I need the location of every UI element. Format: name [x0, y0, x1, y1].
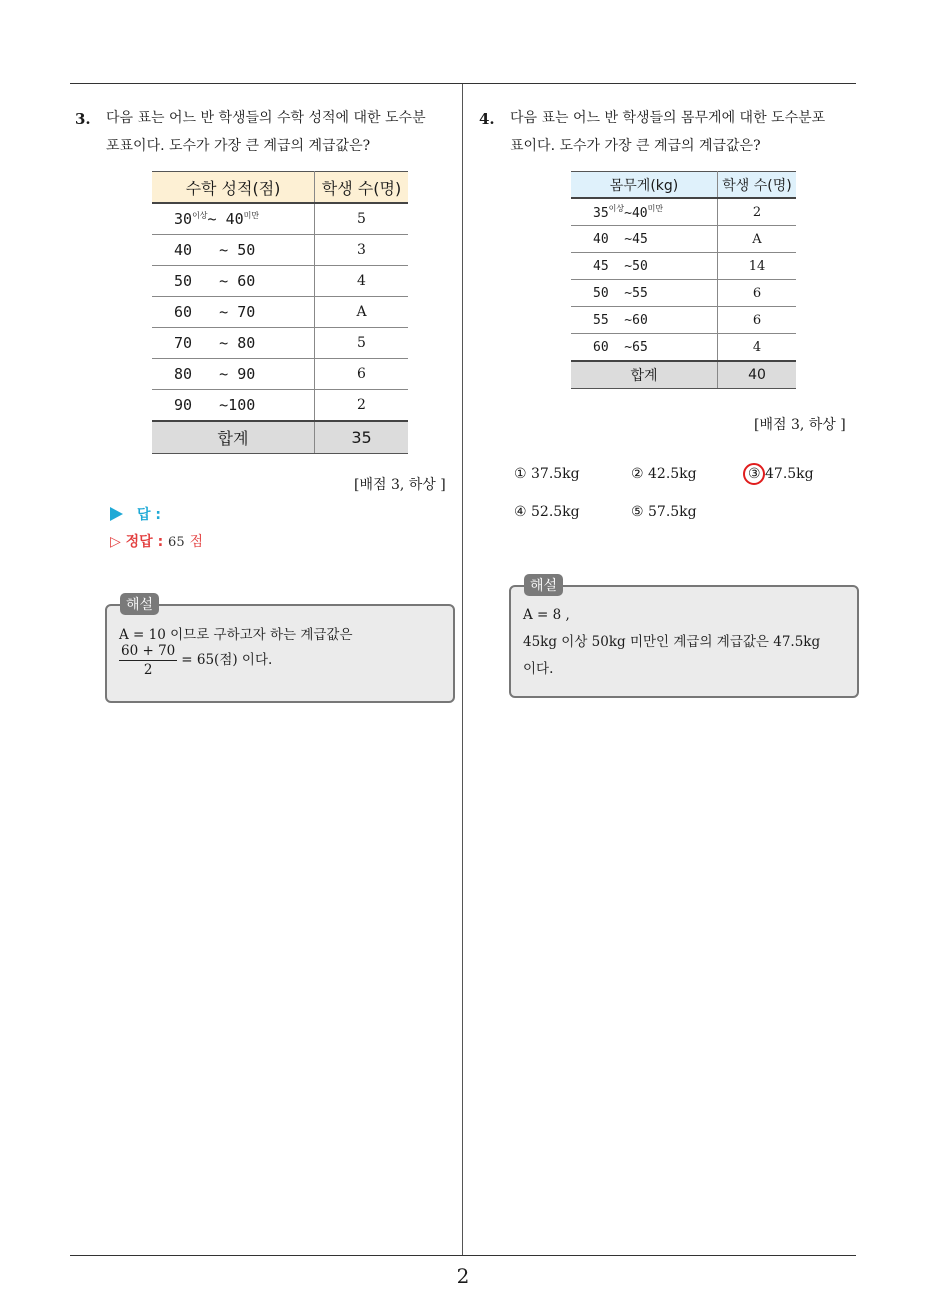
q3-header-score: 수학 성적(점): [152, 172, 315, 204]
q4-count-1: A: [718, 226, 797, 253]
table-row: [571, 334, 796, 362]
table-row: [152, 328, 408, 359]
q3-range-6: 90 ~100: [152, 390, 315, 422]
q4-count-0: 2: [718, 198, 797, 226]
q3-answer-line: [110, 504, 161, 524]
q3-count-4: 5: [315, 328, 409, 359]
q4-text: [510, 104, 860, 160]
q4-range-2: 45 ~50: [571, 253, 718, 280]
page-number: 2: [456, 1264, 470, 1288]
q4-explanation-text: [523, 602, 851, 683]
q3-number: 3.: [75, 110, 91, 128]
q3-explanation-line1: A = 10 이므로 구하고자 하는 계급값은: [119, 627, 353, 643]
q4-text-line2: 표이다. 도수가 가장 큰 계급의 계급값은?: [510, 138, 761, 154]
table-row: [571, 253, 796, 280]
table-row: [571, 280, 796, 307]
q3-total-row: [152, 421, 408, 454]
top-rule: [70, 83, 856, 84]
q3-range-1: 40 ~ 50: [152, 235, 315, 266]
table-row: [152, 359, 408, 390]
q4-table-header: [571, 172, 796, 199]
table-row: [571, 198, 796, 226]
q3-explanation-calc: [119, 642, 444, 679]
table-row: [152, 235, 408, 266]
q4-option-3[interactable]: ③ 47.5kg: [748, 466, 814, 482]
q3-text-line2: 포표이다. 도수가 가장 큰 계급의 계급값은?: [106, 138, 371, 154]
q3-count-5: 6: [315, 359, 409, 390]
q3-correct-label: ▷ 정답 :: [110, 534, 164, 550]
q4-option-2[interactable]: ② 42.5kg: [631, 466, 697, 482]
q4-explanation-line3: 이다.: [523, 661, 554, 677]
q4-range-1: 40 ~45: [571, 226, 718, 253]
q3-fraction-numerator: 60 + 70: [121, 643, 176, 659]
q4-header-count: 학생 수(명): [718, 172, 797, 199]
q3-count-1: 3: [315, 235, 409, 266]
q3-total-label: 합계: [152, 421, 315, 454]
table-row: [152, 297, 408, 328]
table-row: [571, 307, 796, 334]
q3-total-value: 35: [315, 421, 409, 454]
q3-count-3: A: [315, 297, 409, 328]
q3-fraction: [119, 642, 177, 679]
q4-header-weight: 몸무게(kg): [571, 172, 718, 199]
q3-range-0: $30^{이상}\sim$ $40^{미만}$: [152, 203, 315, 235]
q4-total-row: [571, 361, 796, 389]
q4-option-1[interactable]: ① 37.5kg: [514, 466, 580, 482]
table-row: [152, 266, 408, 297]
table-row: [571, 226, 796, 253]
q3-explanation-tail: = 65(점) 이다.: [181, 652, 273, 668]
q3-count-0: 5: [315, 203, 409, 235]
q4-count-3: 6: [718, 280, 797, 307]
q3-score: [배점 3, 하상 ]: [354, 477, 446, 493]
q4-count-2: 14: [718, 253, 797, 280]
q3-correct-value: 65: [168, 535, 185, 550]
q3-text: [106, 104, 456, 160]
q4-total-label: 합계: [571, 361, 718, 389]
q3-explanation-text: [119, 624, 444, 679]
bottom-rule: [70, 1255, 856, 1256]
q3-range-4: 70 ~ 80: [152, 328, 315, 359]
q3-range-3: 60 ~ 70: [152, 297, 315, 328]
table-row: [152, 203, 408, 235]
q3-explanation-tag: 해설: [120, 593, 159, 615]
q4-range-0: $35^{이상}\sim 40^{미만}$: [571, 198, 718, 226]
q3-table-header: [152, 172, 408, 204]
q4-count-5: 4: [718, 334, 797, 362]
q3-text-line1: 다음 표는 어느 반 학생들의 수학 성적에 대한 도수분: [106, 110, 426, 126]
q4-range-3: 50 ~55: [571, 280, 718, 307]
q3-count-2: 4: [315, 266, 409, 297]
q4-text-line1: 다음 표는 어느 반 학생들의 몸무게에 대한 도수분포: [510, 110, 826, 126]
q4-option-5[interactable]: ⑤ 57.5kg: [631, 504, 697, 520]
q4-count-4: 6: [718, 307, 797, 334]
q3-range-5: 80 ~ 90: [152, 359, 315, 390]
q3-fraction-denominator: 2: [143, 662, 153, 678]
q4-range-4: 55 ~60: [571, 307, 718, 334]
q4-explanation-tag: 해설: [524, 574, 563, 596]
column-divider: [462, 84, 463, 1256]
q4-score: [배점 3, 하상 ]: [754, 417, 846, 433]
q4-number: 4.: [479, 110, 495, 128]
table-row: [152, 390, 408, 422]
q4-range-5: 60 ~65: [571, 334, 718, 362]
q4-total-value: 40: [718, 361, 797, 389]
q3-range-2: 50 ~ 60: [152, 266, 315, 297]
q4-frequency-table: [571, 171, 796, 389]
q3-correct-line: [110, 531, 203, 551]
q3-count-6: 2: [315, 390, 409, 422]
q4-explanation-line2: 45kg 이상 50kg 미만인 계급의 계급값은 47.5kg: [523, 634, 821, 650]
selected-answer-circle-icon: [743, 463, 765, 485]
q3-frequency-table: [152, 171, 408, 454]
q3-header-count: 학생 수(명): [315, 172, 409, 204]
play-arrow-icon: [110, 507, 123, 521]
q4-explanation-line1: A = 8 ,: [523, 607, 570, 623]
q4-option-4[interactable]: ④ 52.5kg: [514, 504, 580, 520]
q3-answer-label: 답 :: [137, 507, 161, 523]
q3-correct-unit: 점: [189, 534, 203, 550]
